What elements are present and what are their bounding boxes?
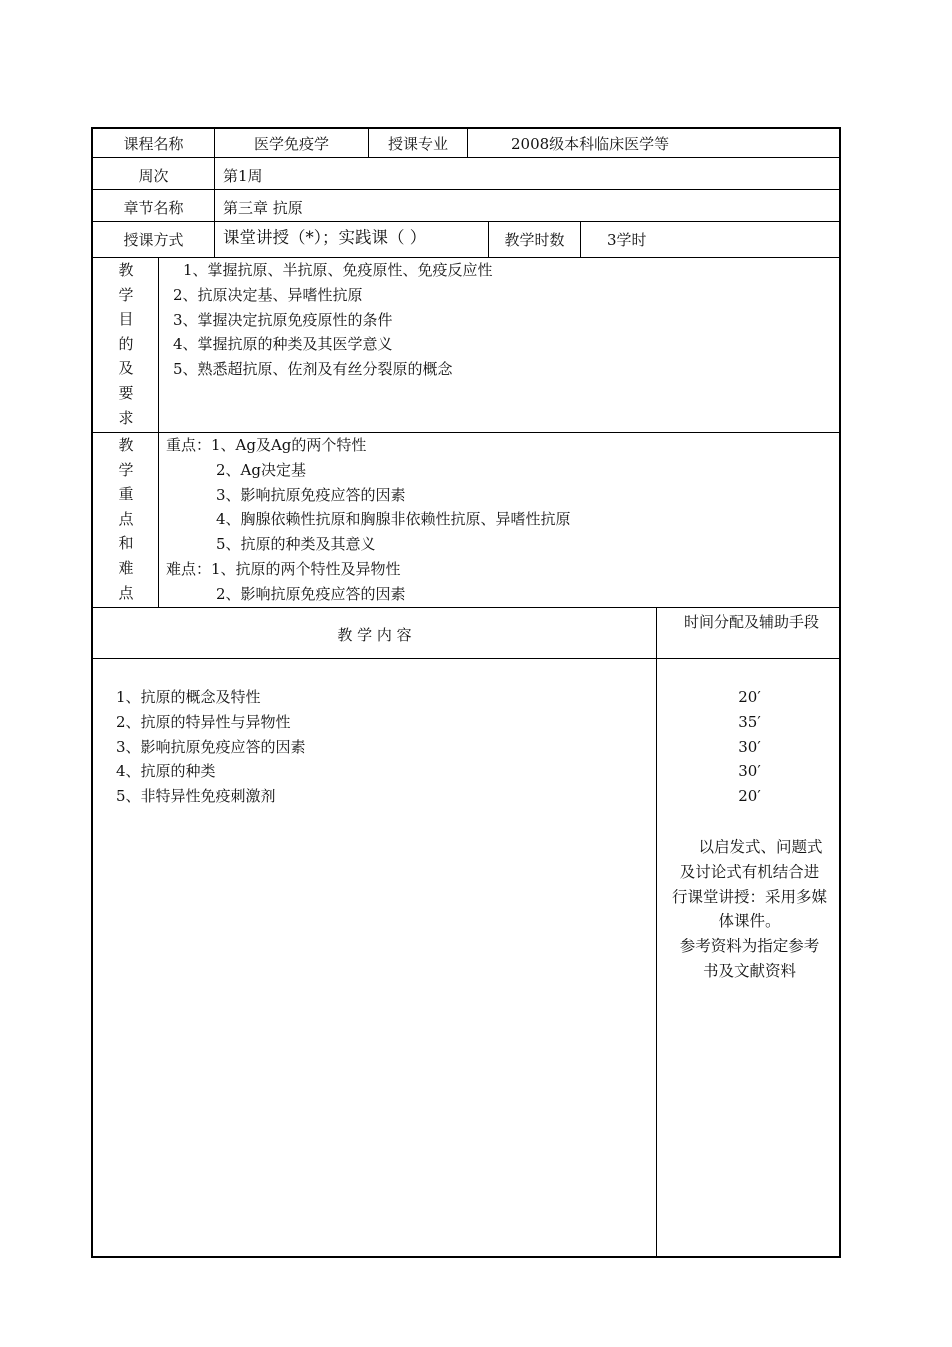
content-item: 5、非特异性免疫刺激剂	[116, 787, 276, 806]
note-line: 参考资料为指定参考	[679, 937, 820, 956]
key-points-label: 教 学 重 点 和 难 点	[118, 436, 134, 602]
content-item: 1、抗原的概念及特性	[116, 688, 261, 706]
course-name-value: 医学免疫学	[253, 135, 329, 153]
hours-label: 教学时数	[504, 231, 565, 249]
content-item: 4、抗原的种类	[116, 762, 216, 781]
objective-item: 2、抗原决定基、异嗜性抗原	[173, 285, 363, 304]
objective-item: 5、熟悉超抗原、佐剂及有丝分裂原的概念	[173, 360, 453, 379]
chapter-label: 章节名称	[123, 199, 184, 217]
objective-item: 3、掌握决定抗原免疫原性的条件	[173, 310, 393, 329]
objective-item: 1、掌握抗原、半抗原、免疫原性、免疫反应性	[183, 261, 493, 279]
method-label: 授课方式	[123, 231, 184, 249]
week-label: 周次	[138, 167, 169, 185]
time-item: 35′	[738, 712, 761, 731]
key-point-line: 2、Ag决定基	[216, 460, 306, 479]
note-line: 及讨论式有机结合进	[679, 862, 820, 881]
key-point-line: 5、抗原的种类及其意义	[216, 535, 376, 554]
objective-item: 4、掌握抗原的种类及其医学意义	[173, 335, 393, 354]
time-item: 20′	[738, 787, 761, 806]
content-item: 3、影响抗原免疫应答的因素	[116, 737, 306, 756]
objectives-list	[173, 258, 493, 382]
objectives-label: 教 学 目 的 及 要 求	[118, 261, 134, 427]
difficult-point-line: 难点：1、抗原的两个特性及异物性	[166, 559, 401, 578]
row-divider	[93, 157, 839, 158]
row-divider	[93, 221, 839, 222]
difficult-point-line: 2、影响抗原免疫应答的因素	[216, 584, 406, 603]
lesson-plan-table	[91, 127, 841, 1258]
note-line: 书及文献资料	[702, 961, 796, 980]
note-line: 以启发式、问题式	[698, 838, 823, 856]
chapter-value: 第三章 抗原	[223, 199, 303, 217]
key-point-line: 4、胸腺依赖性抗原和胸腺非依赖性抗原、异嗜性抗原	[216, 510, 571, 529]
row-divider	[93, 658, 839, 659]
key-points-list	[166, 433, 571, 607]
method-value: 课堂讲授（*）；实践课（ ）	[223, 228, 427, 247]
col-divider	[467, 129, 468, 157]
time-item: 30′	[738, 737, 761, 756]
teaching-method-note	[657, 835, 842, 984]
note-line: 体课件。	[718, 912, 781, 931]
content-list	[116, 685, 306, 809]
time-item: 20′	[738, 688, 761, 706]
note-line: 行课堂讲授：采用多媒	[671, 887, 827, 906]
key-point-line: 重点：1、Ag及Ag的两个特性	[166, 436, 367, 454]
content-header: 教 学 内 容	[337, 626, 412, 644]
major-value: 2008级本科临床医学等	[511, 135, 670, 153]
week-value: 第1周	[223, 167, 263, 185]
time-header: 时间分配及辅助手段	[684, 613, 820, 631]
row-divider	[93, 607, 839, 608]
content-item: 2、抗原的特异性与异物性	[116, 712, 291, 731]
row-divider	[93, 189, 839, 190]
major-label: 授课专业	[387, 135, 448, 153]
hours-value: 3学时	[607, 231, 647, 249]
col-divider	[580, 221, 581, 257]
key-point-line: 3、影响抗原免疫应答的因素	[216, 485, 406, 504]
course-name-label: 课程名称	[123, 135, 184, 153]
time-item: 30′	[738, 762, 761, 781]
time-list	[657, 685, 842, 809]
